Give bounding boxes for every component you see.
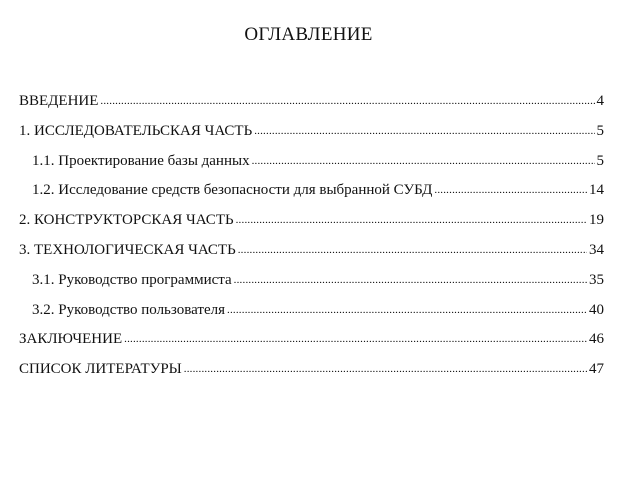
toc-entry-text: 1.1. Проектирование базы данных <box>32 152 250 169</box>
toc-entry-user-guide[interactable] <box>19 297 604 327</box>
toc-entry-programmer-guide[interactable] <box>19 267 604 297</box>
toc-entry-technology-part[interactable] <box>19 237 604 267</box>
toc-page-number: 40 <box>589 301 604 318</box>
toc-leader-dots <box>100 88 594 114</box>
toc-entry-text: СПИСОК ЛИТЕРАТУРЫ <box>19 361 182 378</box>
toc-leader-dots <box>434 177 587 203</box>
toc-entry-text: ЗАКЛЮЧЕНИЕ <box>19 331 123 348</box>
toc-entry-text: 1. ИССЛЕДОВАТЕЛЬСКАЯ ЧАСТЬ <box>19 122 253 139</box>
toc-leader-dots <box>234 267 587 293</box>
toc-leader-dots <box>238 237 587 263</box>
toc-entry-text: 3. ТЕХНОЛОГИЧЕСКАЯ ЧАСТЬ <box>19 241 236 258</box>
toc-list <box>19 88 604 386</box>
toc-entry-references[interactable] <box>19 356 604 386</box>
toc-page-number: 4 <box>596 93 604 109</box>
toc-entry-design-part[interactable] <box>19 207 604 237</box>
toc-entry-database-design[interactable] <box>19 148 604 178</box>
toc-entry-text: 3.1. Руководство программиста <box>32 271 232 288</box>
toc-entry-text: ВВЕДЕНИЕ <box>19 93 99 109</box>
toc-entry-text: 3.2. Руководство пользователя <box>32 301 225 318</box>
toc-page-number: 5 <box>596 152 604 169</box>
toc-entry-introduction[interactable] <box>19 88 604 118</box>
toc-page-number: 46 <box>589 331 604 348</box>
toc-title: ОГЛАВЛЕНИЕ <box>244 24 373 45</box>
toc-entry-research-part[interactable] <box>19 118 604 148</box>
toc-entry-conclusion[interactable] <box>19 326 604 356</box>
toc-entry-text: 1.2. Исследование средств безопасности для выбранной СУБД <box>32 182 433 199</box>
toc-page-number: 34 <box>589 241 604 258</box>
toc-page-number: 5 <box>596 122 604 139</box>
toc-leader-dots <box>254 118 594 144</box>
toc-page-number: 47 <box>589 361 604 378</box>
toc-page-number: 19 <box>589 212 604 229</box>
toc-leader-dots <box>236 207 587 233</box>
toc-leader-dots <box>227 297 587 323</box>
toc-leader-dots <box>124 326 587 352</box>
toc-leader-dots <box>252 148 595 174</box>
toc-leader-dots <box>184 356 587 382</box>
toc-page-number: 35 <box>589 271 604 288</box>
toc-page-number: 14 <box>589 182 604 199</box>
toc-entry-security-research[interactable] <box>19 177 604 207</box>
toc-entry-text: 2. КОНСТРУКТОРСКАЯ ЧАСТЬ <box>19 212 234 229</box>
